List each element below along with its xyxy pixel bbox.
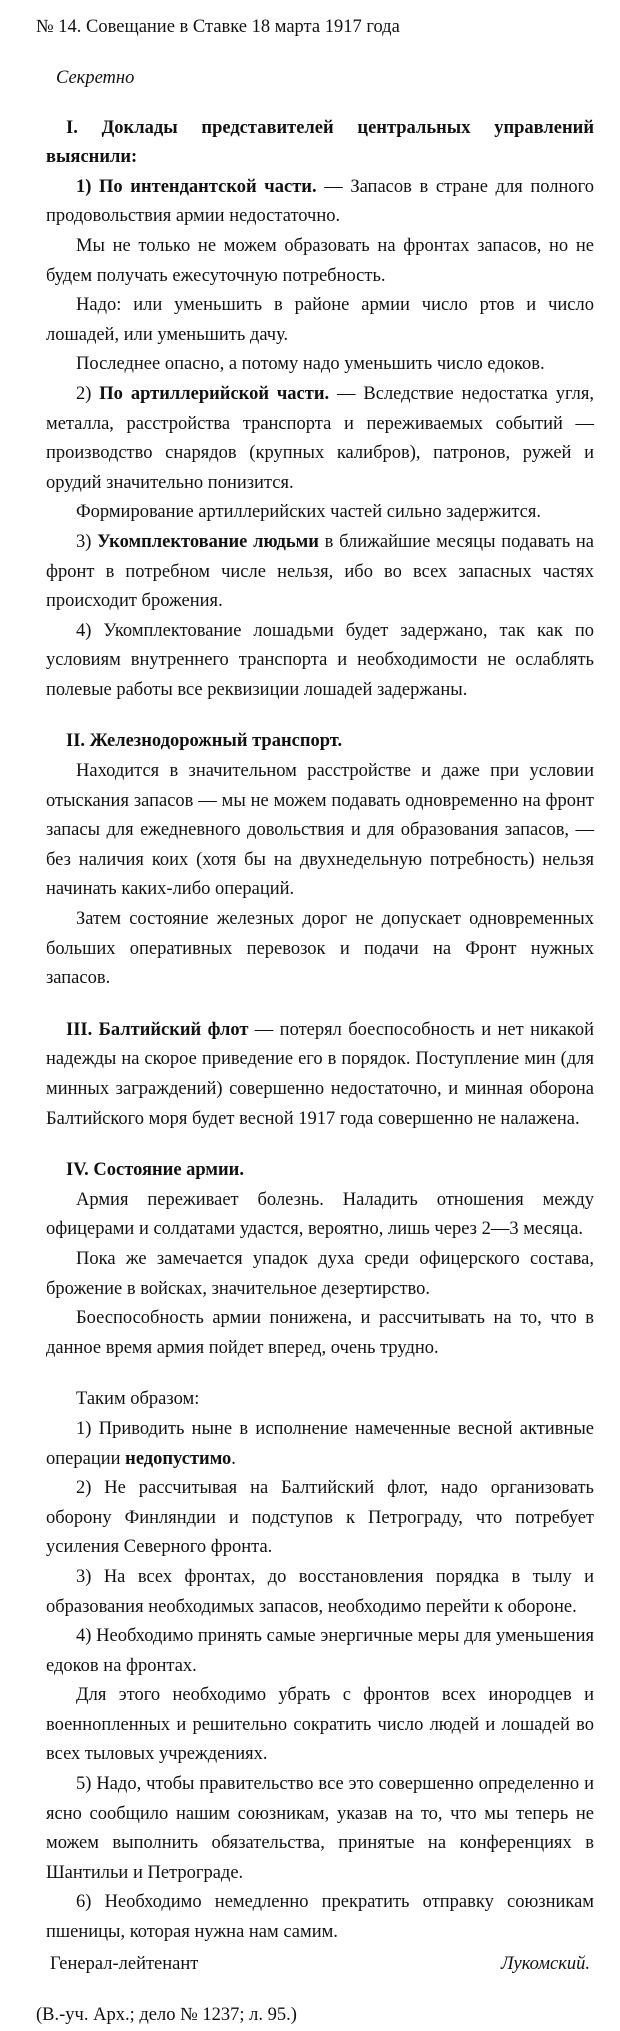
item-text: 1) Приводить ныне в исполнение намеченные весной активные операции [46, 1418, 594, 1469]
signature-rank: Генерал-лейтенант [50, 1953, 199, 1974]
section-conclusions [46, 1385, 594, 1979]
conclusion-item: Для этого необходимо убрать с фронтов всех инородцев и военнопленных и решительно сократить число людей и лошадей во всех тыловых учреждениях. [46, 1685, 594, 1765]
section-heading: II. Железнодорожный транспорт. [66, 731, 343, 752]
conclusion-item [46, 1415, 594, 1474]
item-label: Укомплектование людьми [97, 531, 319, 552]
conclusion-item: 2) Не рассчитывая на Балтийский флот, надо организовать оборону Финляндии и подступов к Петрограду, что потребует усиления Северного фронта. [46, 1478, 594, 1558]
item-number: 3) [76, 531, 98, 552]
item-text-end: . [231, 1448, 236, 1469]
conclusion-intro: Таким образом: [76, 1389, 200, 1410]
paragraph [46, 173, 594, 232]
item-text: — потерял боеспособность и нет никакой надежды на скорое приведение его в порядок. Поступление мин (для минных заграждений) совершенно недостаточно, и минная оборона Балтийского моря будет весной 1917 года совершенно не налажена. [46, 1019, 595, 1129]
paragraph: Боеспособность армии понижена, и рассчитывать на то, что в данное время армия пойдет вперед, очень трудно. [46, 1308, 594, 1358]
section-heading: III. Балтийский флот [66, 1019, 249, 1040]
signature-name: Лукомский. [500, 1953, 590, 1974]
conclusion-item: 6) Необходимо немедленно прекратить отправку союзникам пшеницы, которая нужна нам самим. [46, 1892, 594, 1943]
paragraph: Последнее опасно, а потому надо уменьшить число едоков. [76, 354, 545, 375]
item-label: По артиллерийской части. [99, 383, 330, 404]
paragraph [46, 1016, 594, 1134]
paragraph: Затем состояние железных дорог не допускает одновременных больших оперативных перевозок и подачи на Фронт нужных запасов. [46, 909, 594, 989]
paragraph: Находится в значительном расстройстве и даже при условии отыскания запасов — мы не можем подавать одновременно на фронт запасы для ежедневного довольствия и для образования запасов, — без наличия коих (хотя бы на двухнедельную потребность) нельзя начинать каких-либо операций. [46, 761, 594, 900]
section-reports [46, 114, 594, 706]
conclusion-item: 5) Надо, чтобы правительство все это совершенно определенно и ясно сообщило нашим союзникам, указав на то, что мы теперь не можем выполнить обязательства, принятые на конференциях в Шантильи и Петрограде. [46, 1774, 594, 1883]
paragraph: Пока же замечается упадок духа среди офицерского состава, брожение в войсках, значительное дезертирство. [46, 1248, 594, 1299]
signature-block [46, 1950, 594, 1980]
item-number: 2) [76, 383, 100, 404]
conclusion-item: 3) На всех фронтах, до восстановления порядка в тылу и образования необходимых запасов, необходимо перейти к обороне. [46, 1566, 594, 1617]
archive-source: (В.-уч. Арх.; дело № 1237; л. 95.) [36, 2005, 297, 2026]
paragraph: Формирование артиллерийских частей сильно задержится. [76, 502, 542, 523]
conclusion-item: 4) Необходимо принять самые энергичные меры для уменьшения едоков на фронтах. [46, 1626, 594, 1676]
classification-label: Секретно [56, 68, 135, 88]
paragraph [46, 528, 594, 617]
document-title: № 14. Совещание в Ставке 18 марта 1917 года [36, 17, 400, 37]
item-label: 1) По интендантской части. [76, 176, 317, 197]
section-heading: IV. Состояние армии. [66, 1160, 244, 1181]
section-heading: I. Доклады представителей центральных управлений выяснили: [46, 117, 594, 168]
paragraph: Надо: или уменьшить в районе армии число ртов и число лошадей, или уменьшить дачу. [46, 295, 594, 345]
paragraph: Мы не только не можем образовать на фронтах запасов, но не будем получать ежесуточную потребность. [46, 235, 594, 286]
paragraph: Армия переживает болезнь. Наладить отношения между офицерами и солдатами удастся, вероятно, лишь через 2—3 месяца. [46, 1189, 594, 1240]
section-fleet [46, 1016, 594, 1134]
item-text: в ближайшие месяцы подавать на фронт в потребном числе нельзя, ибо во всех запасных частях происходит брожения. [46, 531, 594, 612]
paragraph: 4) Укомплектование лошадьми будет задержано, так как по условиям внутреннего транспорта и необходимости не ослаблять полевые работы все реквизиции лошадей задержаны. [46, 620, 594, 700]
item-text: — Вследствие недостатка угля, металла, расстройства транспорта и переживаемых событий — производство снарядов (крупных калибров), патронов, ружей и орудий значительно понизится. [46, 383, 594, 493]
item-emphasis: недопустимо [125, 1448, 232, 1469]
section-railway [46, 727, 594, 993]
section-army [46, 1156, 594, 1363]
paragraph [46, 380, 594, 498]
item-text: — Запасов в стране для полного продовольствия армии недостаточно. [46, 176, 594, 227]
